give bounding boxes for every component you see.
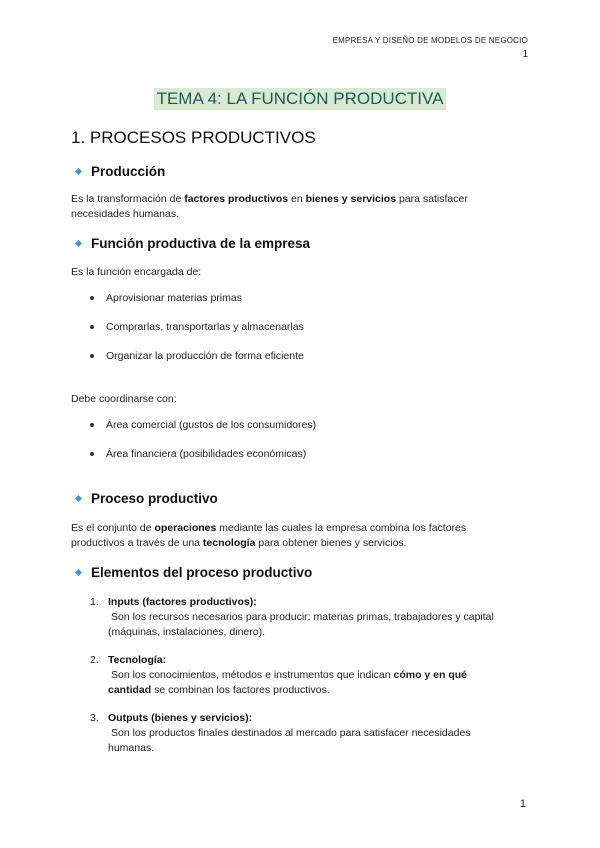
bold-run: factores productivos — [184, 193, 289, 205]
item-number: 3. — [90, 712, 99, 724]
list-item — [90, 292, 242, 304]
item-text: (máquinas, instalaciones, dinero). — [108, 626, 265, 638]
bold-run: tecnología — [202, 537, 256, 549]
bullet-dot-icon — [90, 325, 94, 329]
list-item-text: Aprovisionar materias primas — [106, 292, 242, 304]
text-run: necesidades humanas. — [71, 208, 179, 220]
text-run: mediante las cuales la empresa combina los factores — [216, 522, 467, 534]
paragraph-funcion-intro: Es la función encargada de: — [71, 266, 202, 278]
item-title: Inputs (factores productivos): — [108, 596, 257, 608]
bullet-dot-icon — [90, 296, 94, 300]
item-text: se combinan los factores productivos. — [151, 684, 330, 696]
section-heading: 1. PROCESOS PRODUCTIVOS — [71, 128, 316, 147]
bold-run: cantidad — [108, 684, 152, 696]
item-number: 1. — [90, 596, 99, 608]
running-header: EMPRESA Y DISEÑO DE MODELOS DE NEGOCIO — [332, 36, 528, 45]
document-title: TEMA 4: LA FUNCIÓN PRODUCTIVA — [154, 88, 447, 110]
subheading-proceso — [76, 491, 218, 506]
diamond-bullet-icon — [75, 240, 82, 247]
footer-page-number: 1 — [519, 798, 526, 810]
title-container — [0, 88, 600, 110]
list-item-text: Área comercial (gustos de los consumidores) — [106, 419, 317, 431]
paragraph-proceso — [71, 521, 531, 551]
paragraph-coord-intro: Debe coordinarse con: — [71, 393, 177, 405]
text-run: para obtener bienes y servicios. — [255, 537, 407, 549]
numbered-item — [90, 711, 530, 756]
bullet-dot-icon — [90, 423, 94, 427]
subheading-label: Producción — [91, 164, 166, 179]
header-page-number: 1 — [522, 49, 528, 60]
list-item — [90, 419, 316, 431]
subheading-label: Función productiva de la empresa — [91, 236, 311, 251]
item-number: 2. — [90, 654, 99, 666]
subheading-produccion — [76, 164, 165, 179]
diamond-bullet-icon — [75, 569, 82, 576]
list-item — [90, 448, 306, 460]
bullet-dot-icon — [90, 452, 94, 456]
bullet-dot-icon — [90, 354, 94, 358]
diamond-bullet-icon — [75, 495, 82, 502]
numbered-item — [90, 595, 530, 640]
text-run: para satisfacer — [396, 193, 468, 205]
item-text: Son los productos finales destinados al mercado para satisfacer necesidades — [111, 727, 471, 739]
item-text: humanas. — [108, 742, 155, 754]
item-title: Outputs (bienes y servicios): — [108, 712, 253, 724]
list-item — [90, 321, 304, 333]
subheading-funcion — [76, 236, 310, 251]
item-text: Son los conocimientos, métodos e instrumentos que indican — [111, 669, 394, 681]
subheading-label: Elementos del proceso productivo — [91, 565, 313, 580]
bold-run: cómo y en qué — [393, 669, 468, 681]
text-run: Es el conjunto de — [71, 522, 155, 534]
list-item — [90, 350, 304, 362]
item-text: Son los recursos necesarios para producir: materias primas, trabajadores y capital — [111, 611, 494, 623]
bold-run: bienes y servicios — [305, 193, 397, 205]
subheading-elementos — [76, 565, 312, 580]
diamond-bullet-icon — [75, 168, 82, 175]
numbered-item — [90, 653, 530, 698]
text-run: Es la transformación de — [71, 193, 185, 205]
paragraph-produccion — [71, 192, 531, 222]
list-item-text: Organizar la producción de forma eficiente — [106, 350, 304, 362]
text-run: en — [288, 193, 306, 205]
list-item-text: Área financiera (posibilidades económicas) — [106, 448, 307, 460]
list-item-text: Comprarlas, transportarlas y almacenarlas — [106, 321, 304, 333]
text-run: productivos a través de una — [71, 537, 203, 549]
bold-run: operaciones — [154, 522, 217, 534]
subheading-label: Proceso productivo — [91, 491, 218, 506]
item-title: Tecnología: — [108, 654, 167, 666]
